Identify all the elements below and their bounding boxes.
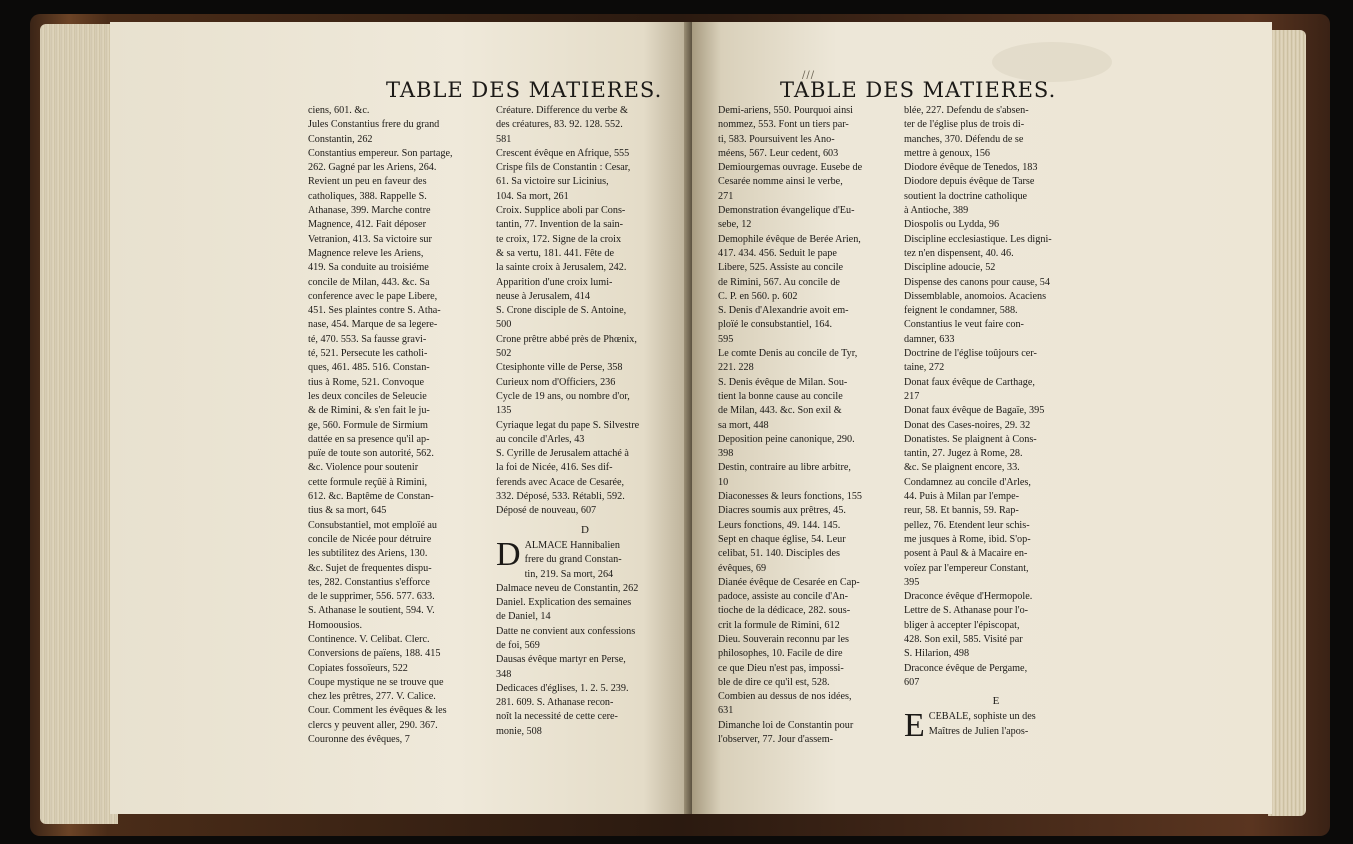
index-line: tin, 219. Sa mort, 264 — [524, 568, 614, 580]
index-line: Revient un peu en faveur des — [308, 176, 427, 188]
index-line: 398 — [718, 448, 734, 460]
index-line: Constantius empereur. Son partage, — [308, 147, 453, 159]
index-line: Crone prêtre abbé près de Phœnix, — [496, 333, 637, 345]
index-line: 271 — [718, 190, 734, 202]
index-line: Condamnez au concile d'Arles, — [904, 476, 1031, 488]
index-line: Demi-ariens, 550. Pourquoi ainsi — [718, 105, 853, 116]
index-line: Datte ne convient aux confessions — [496, 625, 636, 637]
index-line: padoce, assiste au concile d'An- — [718, 591, 848, 603]
paper-stain — [992, 42, 1112, 82]
index-line: &c. Sujet de frequentes dispu- — [308, 562, 432, 574]
index-line: Donatistes. Se plaignent à Cons- — [904, 433, 1037, 445]
index-line: Daniel. Explication des semaines — [496, 597, 632, 609]
index-line: Dalmace neveu de Constantin, 262 — [496, 582, 639, 594]
index-line: 631 — [718, 705, 734, 717]
page-edges-right — [1268, 30, 1306, 816]
index-line: & sa vertu, 181. 441. Fête de — [496, 247, 614, 259]
index-line: 502 — [496, 348, 512, 360]
index-line: Cyriaque legat du pape S. Silvestre — [496, 419, 640, 431]
index-line: Discipline ecclesiastique. Les digni- — [904, 233, 1052, 245]
index-line: S. Athanase le soutient, 594. V. — [308, 605, 435, 617]
index-line: Constantin, 262 — [308, 133, 373, 145]
index-line: celibat, 51. 140. Disciples des — [718, 548, 840, 560]
index-line: Curieux nom d'Officiers, 236 — [496, 376, 616, 388]
index-line: dattée en sa presence qu'il ap- — [308, 433, 430, 445]
index-line: 595 — [718, 333, 734, 345]
index-line: tius à Rome, 521. Convoque — [308, 376, 425, 388]
right-column-2-entries-d — [904, 104, 1088, 690]
left-column-2 — [496, 104, 674, 739]
index-line: S. Denis d'Alexandrie avoit em- — [718, 305, 849, 317]
index-line: concile de Milan, 443. &c. Sa — [308, 276, 430, 288]
index-line: tantin, 27. Jugez à Rome, 28. — [904, 448, 1023, 460]
index-line: Dianée évêque de Cesarée en Cap- — [718, 576, 860, 588]
index-line: clercs y peuvent aller, 290. 367. — [308, 719, 438, 731]
index-line: Dissemblable, anomoios. Acaciens — [904, 290, 1047, 302]
index-line: Discipline adoucie, 52 — [904, 262, 996, 274]
index-line: Créature. Difference du verbe & — [496, 105, 628, 116]
index-line: Destin, contraire au libre arbitre, — [718, 462, 851, 474]
index-line: voïez par l'empereur Constant, — [904, 562, 1029, 574]
left-column-2-entries-c — [496, 104, 674, 519]
index-line: Copiates fossoïeurs, 522 — [308, 662, 408, 674]
index-line: damner, 633 — [904, 333, 955, 345]
index-line: Diodore depuis évêque de Tarse — [904, 176, 1035, 188]
index-line: nase, 454. Marque de sa legere- — [308, 319, 438, 331]
index-line: Libere, 525. Assiste au concile — [718, 262, 844, 274]
index-line: Draconce évêque d'Hermopole. — [904, 591, 1033, 603]
index-line: Cesarée nomme ainsi le verbe, — [718, 176, 843, 188]
index-line: ti, 583. Poursuivent les Ano- — [718, 133, 835, 145]
index-line: Leurs fonctions, 49. 144. 145. — [718, 519, 841, 531]
right-column-1 — [718, 104, 896, 747]
index-line: tioche de la dédicace, 282. sous- — [718, 605, 851, 617]
index-line: chez les prêtres, 277. V. Calice. — [308, 691, 436, 703]
index-line: Crispe fils de Constantin : Cesar, — [496, 162, 631, 174]
index-line: de le supprimer, 556. 577. 633. — [308, 591, 435, 603]
index-line: monie, 508 — [496, 725, 542, 737]
index-line: Demophile évêque de Berée Arien, — [718, 233, 861, 245]
ecebale-entry — [904, 707, 1088, 745]
index-line: Diospolis ou Lydda, 96 — [904, 219, 1000, 231]
index-line: 44. Puis à Milan par l'empe- — [904, 491, 1020, 503]
index-line: 332. Déposé, 533. Rétabli, 592. — [496, 491, 625, 503]
index-line: crit la formule de Rimini, 612 — [718, 619, 840, 631]
index-line: &c. Violence pour soutenir — [308, 462, 419, 474]
index-line: 348 — [496, 668, 512, 680]
index-line: sebe, 12 — [718, 219, 752, 231]
index-line: & de Rimini, & s'en fait le ju- — [308, 405, 430, 417]
index-line: les deux conciles de Seleucie — [308, 390, 427, 402]
index-line: S. Hilarion, 498 — [904, 648, 970, 660]
index-line: de Rimini, 567. Au concile de — [718, 276, 840, 288]
index-line: ge, 560. Formule de Sirmium — [308, 419, 428, 431]
index-line: méens, 567. Leur cedent, 603 — [718, 147, 839, 159]
index-line: Consubstantiel, mot emploïé au — [308, 519, 438, 531]
index-line: tient la bonne cause au concile — [718, 390, 843, 402]
index-line: 500 — [496, 319, 512, 331]
index-line: me jusques à Rome, ibid. S'op- — [904, 533, 1031, 545]
index-line: 104. Sa mort, 261 — [496, 190, 569, 202]
index-line: Croix. Supplice aboli par Cons- — [496, 205, 626, 217]
index-line: 419. Sa conduite au troisiéme — [308, 262, 429, 274]
index-line: 395 — [904, 576, 920, 588]
index-line: S. Cyrille de Jerusalem attaché à — [496, 448, 629, 460]
index-line: 262. Gagné par les Ariens, 264. — [308, 162, 437, 174]
index-line: te croix, 172. Signe de la croix — [496, 233, 622, 245]
index-line: Apparition d'une croix lumi- — [496, 276, 613, 288]
index-line: philosophes, 10. Facile de dire — [718, 648, 843, 660]
index-line: Dedicaces d'églises, 1. 2. 5. 239. — [496, 682, 629, 694]
index-line: la foi de Nicée, 416. Ses dif- — [496, 462, 613, 474]
index-line: Combien au dessus de nos idées, — [718, 691, 852, 703]
index-line: té, 521. Persecute les catholi- — [308, 348, 428, 360]
index-line: mettre à genoux, 156 — [904, 147, 991, 159]
index-line: 607 — [904, 676, 920, 688]
index-line: Lettre de S. Athanase pour l'o- — [904, 605, 1029, 617]
right-page — [692, 22, 1272, 814]
index-line: au concile d'Arles, 43 — [496, 433, 585, 445]
index-line: pellez, 76. Etendent leur schis- — [904, 519, 1030, 531]
index-line: frere du grand Constan- — [524, 554, 622, 566]
index-line: Dimanche loi de Constantin pour — [718, 719, 854, 731]
index-line: puïe de toute son autorité, 562. — [308, 448, 434, 460]
index-line: S. Denis évêque de Milan. Sou- — [718, 376, 848, 388]
index-line: CEBALE, sophiste un des — [928, 711, 1036, 723]
index-line: 61. Sa victoire sur Licinius, — [496, 176, 609, 188]
index-line: tius & sa mort, 645 — [308, 505, 387, 517]
index-line: Magnence releve les Ariens, — [308, 247, 424, 259]
index-line: Jules Constantius frere du grand — [308, 119, 440, 131]
index-line: Donat des Cases-noires, 29. 32 — [904, 419, 1031, 431]
dalmace-entry — [496, 535, 674, 582]
index-line: concile de Nicée pour détruire — [308, 533, 432, 545]
index-line: Conversions de païens, 188. 415 — [308, 648, 441, 660]
page-edges-left — [40, 24, 118, 824]
index-line: Homoousios. — [308, 619, 363, 631]
index-line: &c. Se plaignent encore, 33. — [904, 462, 1020, 474]
right-running-head: TABLE DES MATIERES. — [780, 78, 1057, 102]
index-line: tantin, 77. Invention de la sain- — [496, 219, 624, 231]
index-line: Le comte Denis au concile de Tyr, — [718, 348, 858, 360]
index-line: tez n'en dispensent, 40. 46. — [904, 247, 1014, 259]
index-line: 612. &c. Baptême de Constan- — [308, 491, 434, 503]
index-line: Donat faux évêque de Carthage, — [904, 376, 1035, 388]
page-mark: /// — [802, 70, 816, 81]
section-d-opening — [496, 535, 674, 582]
index-line: Dispense des canons pour cause, 54 — [904, 276, 1050, 288]
index-line: S. Crone disciple de S. Antoine, — [496, 305, 627, 317]
index-line: Couronne des évêques, 7 — [308, 734, 410, 746]
index-line: Coupe mystique ne se trouve que — [308, 676, 444, 688]
index-line: Draconce évêque de Pergame, — [904, 662, 1028, 674]
index-line: neuse à Jerusalem, 414 — [496, 290, 590, 302]
index-line: de foi, 569 — [496, 639, 540, 651]
index-line: conference avec le pape Libere, — [308, 290, 438, 302]
index-line: Diacres soumis aux prêtres, 45. — [718, 505, 846, 517]
index-line: des créatures, 83. 92. 128. 552. — [496, 119, 623, 131]
index-line: à Antioche, 389 — [904, 205, 969, 217]
index-line: soutient la doctrine catholique — [904, 190, 1028, 202]
index-line: 451. Ses plaintes contre S. Atha- — [308, 305, 441, 317]
index-line: Crescent évêque en Afrique, 555 — [496, 147, 630, 159]
index-line: manches, 370. Défendu de se — [904, 133, 1024, 145]
right-column-2 — [904, 104, 1088, 745]
section-letter-e: E — [992, 695, 1000, 708]
index-line: Deposition peine canonique, 290. — [718, 433, 855, 445]
index-line: Constantius le veut faire con- — [904, 319, 1024, 331]
index-line: Maîtres de Julien l'apos- — [928, 725, 1029, 737]
dropcap-e: E — [904, 707, 925, 745]
index-line: bliger à accepter l'épiscopat, — [904, 619, 1020, 631]
index-line: Diodore évêque de Tenedos, 183 — [904, 162, 1038, 174]
index-line: Dausas évêque martyr en Perse, — [496, 654, 626, 666]
index-line: de Milan, 443. &c. Son exil & — [718, 405, 842, 417]
index-line: noît la necessité de cette cere- — [496, 711, 618, 723]
index-line: 581 — [496, 133, 512, 145]
index-line: feignent le condamner, 588. — [904, 305, 1018, 317]
index-line: Magnence, 412. Fait déposer — [308, 219, 426, 231]
index-line: les subtilitez des Ariens, 130. — [308, 548, 428, 560]
index-line: 10 — [718, 476, 729, 488]
index-line: catholiques, 388. Rappelle S. — [308, 190, 427, 202]
index-line: blée, 227. Defendu de s'absen- — [904, 105, 1029, 116]
index-line: 428. Son exil, 585. Visité par — [904, 633, 1023, 645]
index-line: Athanase, 399. Marche contre — [308, 205, 431, 217]
index-line: Doctrine de l'église toûjours cer- — [904, 348, 1037, 360]
index-line: Cour. Comment les évêques & les — [308, 705, 447, 717]
index-line: Vetranion, 413. Sa victoire sur — [308, 233, 432, 245]
index-line: ce que Dieu n'est pas, impossi- — [718, 662, 844, 674]
index-line: Continence. V. Celibat. Clerc. — [308, 633, 430, 645]
index-line: ble de dire ce qu'il est, 528. — [718, 676, 830, 688]
left-page — [110, 22, 690, 814]
index-line: Donat faux évêque de Bagaïe, 395 — [904, 405, 1045, 417]
index-line: sa mort, 448 — [718, 419, 769, 431]
index-line: C. P. en 560. p. 602 — [718, 290, 798, 302]
index-line: ciens, 601. &c. — [308, 105, 370, 116]
index-line: Cycle de 19 ans, ou nombre d'or, — [496, 390, 630, 402]
index-line: Déposé de nouveau, 607 — [496, 505, 597, 517]
index-line: Diaconesses & leurs fonctions, 155 — [718, 491, 863, 503]
index-line: 417. 434. 456. Seduit le pape — [718, 247, 837, 259]
index-line: 217 — [904, 390, 920, 402]
section-e-opening — [904, 707, 1088, 745]
index-line: 221. 228 — [718, 362, 754, 374]
left-column-1 — [308, 104, 484, 747]
index-line: évêques, 69 — [718, 562, 767, 574]
index-line: taine, 272 — [904, 362, 945, 374]
section-letter-d: D — [581, 523, 589, 536]
index-line: 135 — [496, 405, 512, 417]
index-line: Demiourgemas ouvrage. Eusebe de — [718, 162, 863, 174]
index-line: Sept en chaque église, 54. Leur — [718, 533, 846, 545]
index-line: té, 470. 553. Sa fausse gravi- — [308, 333, 427, 345]
index-line: de Daniel, 14 — [496, 611, 551, 623]
dropcap-d: D — [496, 535, 521, 573]
index-line: ALMACE Hannibalien — [524, 539, 620, 551]
index-line: ploïé le consubstantiel, 164. — [718, 319, 833, 331]
index-line: Demonstration évangelique d'Eu- — [718, 205, 855, 217]
index-line: tes, 282. Constantius s'efforce — [308, 576, 430, 588]
index-line: ferends avec Acace de Cesarée, — [496, 476, 625, 488]
index-line: reur, 58. Et bannis, 59. Rap- — [904, 505, 1019, 517]
index-line: nommez, 553. Font un tiers par- — [718, 119, 849, 131]
index-line: l'observer, 77. Jour d'assem- — [718, 734, 834, 746]
index-line: Dieu. Souverain reconnu par les — [718, 633, 849, 645]
left-column-2-entries-d — [496, 582, 674, 739]
index-line: Ctesiphonte ville de Perse, 358 — [496, 362, 623, 374]
index-line: la sainte croix à Jerusalem, 242. — [496, 262, 627, 274]
index-line: posent à Paul & à Macaire en- — [904, 548, 1028, 560]
index-line: cette formule reçûë à Rimini, — [308, 476, 428, 488]
left-running-head: TABLE DES MATIERES. — [386, 78, 663, 102]
index-line: ter de l'église plus de trois di- — [904, 119, 1025, 131]
index-line: 281. 609. S. Athanase recon- — [496, 697, 614, 709]
index-line: ques, 461. 485. 516. Constan- — [308, 362, 430, 374]
